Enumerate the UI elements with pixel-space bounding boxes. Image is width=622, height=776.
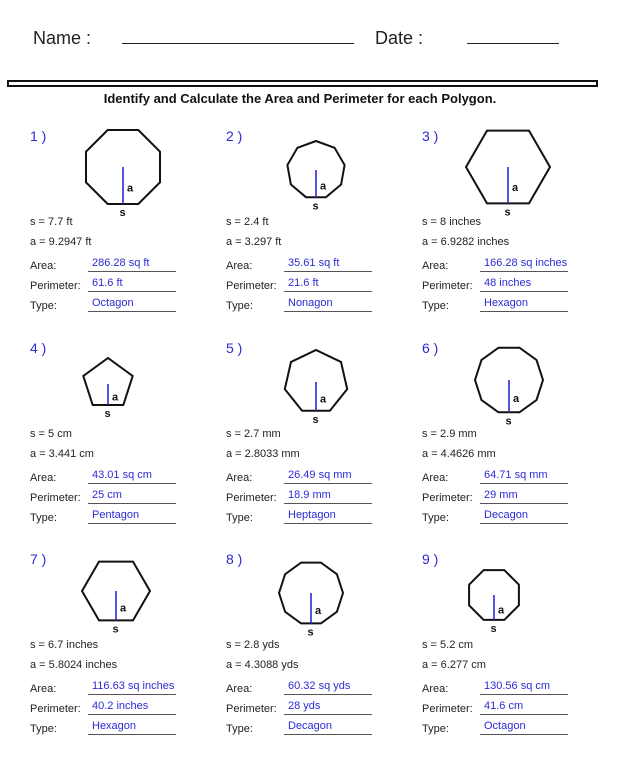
perimeter-label: Perimeter: (30, 492, 81, 504)
side-length: s = 6.7 inches (30, 639, 99, 651)
problem-number: 1 ) (30, 128, 47, 144)
side-length: s = 7.7 ft (30, 216, 73, 228)
area-label: Area: (226, 683, 253, 695)
polygon-hexagon-icon (30, 543, 230, 636)
area-answer[interactable]: 116.63 sq inches (88, 680, 176, 695)
polygon-decagon-icon (422, 332, 622, 428)
side-length: s = 5.2 cm (422, 639, 474, 651)
type-answer[interactable]: Hexagon (480, 297, 568, 312)
problem-4 (30, 340, 230, 550)
type-answer[interactable]: Octagon (88, 297, 176, 312)
type-answer[interactable]: Heptagon (284, 509, 372, 524)
perimeter-answer[interactable]: 21.6 ft (284, 277, 372, 292)
side-label: s (112, 623, 119, 636)
area-label: Area: (226, 472, 253, 484)
side-length: s = 2.7 mm (226, 428, 281, 440)
problem-number: 8 ) (226, 551, 243, 567)
problem-6 (422, 340, 622, 550)
apothem-label: a (320, 393, 327, 406)
side-length: s = 8 inches (422, 216, 482, 228)
polygon-hexagon-icon (422, 120, 622, 219)
area-label: Area: (226, 260, 253, 272)
problem-9 (422, 551, 622, 761)
apothem-label: a (498, 604, 505, 617)
problem-number: 7 ) (30, 551, 47, 567)
problem-number: 9 ) (422, 551, 439, 567)
problem-number: 3 ) (422, 128, 439, 144)
side-label: s (119, 207, 126, 219)
apothem-length: a = 4.3088 yds (226, 659, 299, 671)
perimeter-answer[interactable]: 61.6 ft (88, 277, 176, 292)
apothem-length: a = 3.441 cm (30, 448, 94, 460)
problem-number: 5 ) (226, 340, 243, 356)
polygon-nonagon-icon (226, 120, 426, 213)
type-label: Type: (422, 512, 449, 524)
apothem-label: a (112, 391, 119, 404)
perimeter-label: Perimeter: (422, 703, 473, 715)
type-answer[interactable]: Decagon (480, 509, 568, 524)
area-answer[interactable]: 166.28 sq inches (480, 257, 568, 272)
perimeter-label: Perimeter: (30, 703, 81, 715)
area-answer[interactable]: 43.01 sq cm (88, 469, 176, 484)
perimeter-label: Perimeter: (226, 280, 277, 292)
date-label: Date : (375, 28, 424, 48)
header-separator (7, 80, 598, 87)
polygon-octagon-icon (30, 120, 230, 219)
type-label: Type: (226, 512, 253, 524)
apothem-label: a (320, 180, 327, 193)
problem-number: 2 ) (226, 128, 243, 144)
apothem-length: a = 3.297 ft (226, 236, 282, 248)
type-label: Type: (422, 723, 449, 735)
polygon-octagon-icon (422, 543, 622, 633)
area-answer[interactable]: 35.61 sq ft (284, 257, 372, 272)
side-label: s (312, 413, 319, 426)
perimeter-label: Perimeter: (226, 703, 277, 715)
perimeter-answer[interactable]: 28 yds (284, 700, 372, 715)
apothem-label: a (315, 605, 322, 618)
problem-1 (30, 128, 230, 338)
side-length: s = 2.9 mm (422, 428, 477, 440)
perimeter-label: Perimeter: (422, 280, 473, 292)
problem-8 (226, 551, 426, 761)
type-label: Type: (30, 512, 57, 524)
apothem-length: a = 6.277 cm (422, 659, 486, 671)
area-label: Area: (30, 472, 57, 484)
type-label: Type: (30, 300, 57, 312)
side-length: s = 5 cm (30, 428, 72, 440)
area-label: Area: (30, 683, 57, 695)
apothem-length: a = 6.9282 inches (422, 236, 510, 248)
area-answer[interactable]: 64.71 sq mm (480, 469, 568, 484)
side-label: s (490, 622, 497, 635)
type-label: Type: (422, 300, 449, 312)
type-answer[interactable]: Hexagon (88, 720, 176, 735)
side-label: s (104, 408, 111, 420)
problem-number: 6 ) (422, 340, 439, 356)
polygon-heptagon-icon (226, 332, 426, 426)
perimeter-answer[interactable]: 25 cm (88, 489, 176, 504)
apothem-label: a (120, 602, 127, 615)
type-answer[interactable]: Nonagon (284, 297, 372, 312)
area-answer[interactable]: 26.49 sq mm (284, 469, 372, 484)
type-label: Type: (226, 723, 253, 735)
area-answer[interactable]: 130.56 sq cm (480, 680, 568, 695)
polygon-pentagon-icon (30, 332, 230, 422)
apothem-length: a = 9.2947 ft (30, 236, 92, 248)
side-label: s (312, 200, 319, 213)
perimeter-answer[interactable]: 40.2 inches (88, 700, 176, 715)
apothem-length: a = 5.8024 inches (30, 659, 118, 671)
side-length: s = 2.4 ft (226, 216, 269, 228)
problem-2 (226, 128, 426, 338)
area-answer[interactable]: 286.28 sq ft (88, 257, 176, 272)
perimeter-label: Perimeter: (30, 280, 81, 292)
perimeter-answer[interactable]: 29 mm (480, 489, 568, 504)
side-label: s (504, 206, 511, 219)
area-label: Area: (422, 260, 449, 272)
perimeter-answer[interactable]: 18.9 mm (284, 489, 372, 504)
apothem-length: a = 4.4626 mm (422, 448, 496, 460)
type-label: Type: (30, 723, 57, 735)
type-answer[interactable]: Octagon (480, 720, 568, 735)
date-field-line[interactable] (467, 43, 559, 44)
type-answer[interactable]: Decagon (284, 720, 372, 735)
area-label: Area: (422, 472, 449, 484)
apothem-label: a (512, 182, 519, 195)
problem-7 (30, 551, 230, 761)
perimeter-label: Perimeter: (422, 492, 473, 504)
side-label: s (307, 626, 314, 639)
type-answer[interactable]: Pentagon (88, 509, 176, 524)
polygon-decagon-icon (226, 543, 426, 639)
apothem-label: a (513, 393, 520, 406)
side-label: s (505, 415, 512, 428)
problem-number: 4 ) (30, 340, 47, 356)
area-label: Area: (30, 260, 57, 272)
perimeter-answer[interactable]: 48 inches (480, 277, 568, 292)
worksheet-title: Identify and Calculate the Area and Perimeter for each Polygon. (103, 91, 497, 106)
perimeter-answer[interactable]: 41.6 cm (480, 700, 568, 715)
problem-3 (422, 128, 622, 338)
problem-5 (226, 340, 426, 550)
type-label: Type: (226, 300, 253, 312)
apothem-label: a (127, 182, 134, 195)
area-label: Area: (422, 683, 449, 695)
name-field-line[interactable] (122, 43, 354, 44)
name-label: Name : (33, 28, 92, 48)
area-answer[interactable]: 60.32 sq yds (284, 680, 372, 695)
side-length: s = 2.8 yds (226, 639, 280, 651)
apothem-length: a = 2.8033 mm (226, 448, 300, 460)
perimeter-label: Perimeter: (226, 492, 277, 504)
